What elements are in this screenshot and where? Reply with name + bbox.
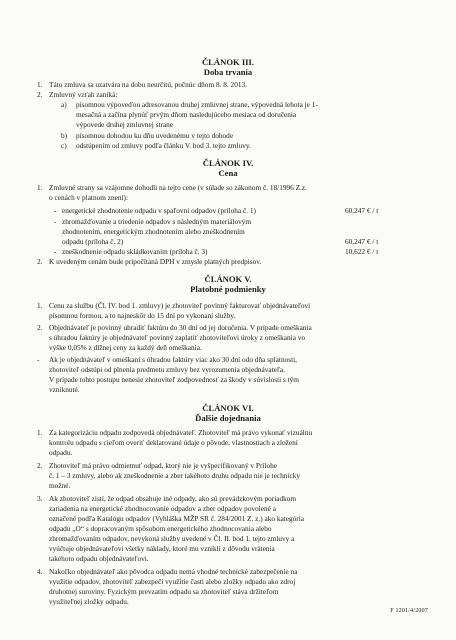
form-code: F 1201/4/2007 <box>390 608 428 614</box>
price-item-label: energetické zhodnotenie odpadu v spaľovni odpadov (príloha č. 1) <box>62 206 256 215</box>
paragraph-line: Nakoľko objednávateľ ako pôvodca odpadu nemá vhodné technické zabezpečenie na <box>49 567 298 576</box>
paragraph-line: V prípade tohto postupu nenesie zhotoviteľ zodpovednosť za škody v súvislosti s tým <box>49 375 299 384</box>
article-5-heading: ČLÁNOK V. <box>204 274 252 284</box>
bullet-dash: - <box>54 217 57 226</box>
paragraph-line: mesačná a začína plynúť prvým dňom nasledujúceho mesiaca od doručenia <box>76 110 297 119</box>
paragraph-line: Objednávateľ je povinný uhradiť faktúru do 30 dní od jej doručenia. V prípade omeškania <box>49 323 312 332</box>
paragraph-line: písomnou formou, a to najneskôr do 15 dní po vykonaní služby. <box>49 311 236 320</box>
paragraph-line: označené podľa Katalógu odpadov (Vyhláška MŽP SR č. 284/2001 Z. z.) ako kategória <box>49 514 304 523</box>
article-5-title: Platobné podmienky <box>190 284 266 294</box>
article-4-title: Cena <box>218 168 238 178</box>
paragraph-line: využiteľnej zložky odpadu. <box>49 597 129 606</box>
paragraph: K uvedeným cenám bude pripočítaná DPH v zmysle platných predpisov. <box>49 257 262 266</box>
item-number: 2. <box>37 257 43 266</box>
paragraph-line: odpadu „O“ s dopracovaným spôsobom energetického zhodnocovania alebo <box>49 524 272 533</box>
paragraph-line: Ak zhotoviteľ zistí, že odpad obsahuje iné odpady, ako sú prevádzkovým poriadkom <box>49 494 297 503</box>
article-3-title: Doba trvania <box>203 67 253 77</box>
paragraph-line: Za kategorizáciu odpadu zodpovedá objednávateľ. Zhotoviteľ má právo vykonať vizuálnu <box>49 428 313 437</box>
sub-item-letter: a) <box>61 100 67 109</box>
item-number: 1. <box>37 183 43 192</box>
article-3-heading: ČLÁNOK III. <box>201 57 255 67</box>
price-item-label: zneškodnenie odpadu skládkovaním (príloha č. 3) <box>62 247 208 256</box>
paragraph-line: takéhoto odpadu objednávateľovi. <box>49 554 149 563</box>
item-number: 2. <box>37 461 43 470</box>
paragraph-line: Zmluvné strany sa vzájomne dohodli na tejto cene (v súlade so zákonom č. 18/1996 Z.z. <box>49 183 307 192</box>
paragraph-line: o cenách v platnom znení): <box>49 193 129 202</box>
article-6-heading: ČLÁNOK VI. <box>202 403 254 413</box>
paragraph-line: zhotoviteľ odstúpi od plnenia predmetu zmluvy bez vyrozumenia objednávateľa. <box>49 365 285 374</box>
paragraph-line: kontrolu odpadu s cieľom overiť deklarované údaje o pôvode, vlastnostiach a zložení <box>49 438 298 447</box>
item-number: 2. <box>37 323 43 332</box>
article-4-heading: ČLÁNOK IV. <box>202 158 254 168</box>
price-value: 60,247 € / t <box>345 237 379 246</box>
paragraph: Zmluvný vzťah zaniká: <box>49 90 118 99</box>
item-number: 1. <box>37 80 43 89</box>
paragraph-line: druhotnej suroviny. Fyzickým prevzatím odpadu sa zhotoviteľ stáva držiteľom <box>49 587 279 596</box>
bullet-dash: - <box>37 355 40 364</box>
price-value: 10,622 € / t <box>345 247 379 256</box>
sub-item-letter: b) <box>61 131 68 140</box>
price-item-label: zhodnotením, energetickým zhodnotením alebo zneškodnením <box>62 227 245 236</box>
item-number: 2. <box>37 90 43 99</box>
item-number: 4. <box>37 567 43 576</box>
bullet-dash: - <box>54 247 57 256</box>
paragraph-line: Cenu za službu (Čl. IV. bod 1. zmluvy) je zhotoviteľ povinný fakturovať objednávateľovi <box>49 301 311 310</box>
paragraph-line: výške 0,05% z dlžnej ceny za každý deň omeškania. <box>49 343 202 352</box>
paragraph-line: možné. <box>49 481 71 490</box>
price-item-label: odpadu (príloha č. 2) <box>62 237 124 246</box>
paragraph-line: písomnou dohodou ku dňu uvedenému v tejto dohode <box>76 131 234 140</box>
item-number: 1. <box>37 428 43 437</box>
paragraph-line: s úhradou faktúry je objednávateľ povinný zaplatiť zhotoviteľovi úroky z omeškania vo <box>49 333 306 342</box>
paragraph-line: zhromažďovaním odpadov, nevykoná služby uvedené v Čl. II. bod 1. tejto zmluvy a <box>49 534 295 543</box>
item-number: 3. <box>37 494 43 503</box>
paragraph-line: vyúčtuje objednávateľovi všetky náklady, ktoré mu vznikli z dôvodu vrátenia <box>49 544 275 553</box>
sub-item-letter: c) <box>61 141 67 150</box>
bullet-dash: - <box>54 206 57 215</box>
price-value: 60,247 € / t <box>345 206 379 215</box>
paragraph-line: Zhotoviteľ má právo odmietnuť odpad, ktorý nie je vyšpecifikovaný v Prílohe <box>49 461 277 470</box>
paragraph-line: písomnou výpoveďou adresovanou druhej zmluvnej strane, výpovedná lehota je 1- <box>76 100 318 109</box>
paragraph-line: odpadu. <box>49 448 73 457</box>
paragraph-line: č. 1 – 3 zmluvy, alebo ak zneškodnenie a zber takéhoto druhu odpadu nie je technicky <box>49 471 300 480</box>
paragraph-line: využitie odpadov, zhotoviteľ zabezpečí využitie časti alebo zložky odpadu ako zdroj <box>49 577 296 586</box>
paragraph-line: vzniknuté. <box>49 385 80 394</box>
paragraph-line: výpovede druhej zmluvnej strane <box>76 120 174 129</box>
paragraph-line: odstúpením od zmluvy podľa článku V. bod 3. tejto zmluvy. <box>76 141 251 150</box>
item-number: 1. <box>37 301 43 310</box>
paragraph-line: Ak je objednávateľ v omeškaní s úhradou faktúry viac ako 30 dní odo dňa splatnosti, <box>49 355 297 364</box>
article-6-title: Ďalšie dojednania <box>195 413 261 423</box>
paragraph: Táto zmluva sa uzatvára na dobu neurčitú, počnúc dňom 8. 8. 2013. <box>49 80 247 89</box>
price-item-label: zhromažďovanie a triedenie odpadov s následným materiálovým <box>62 217 252 226</box>
paragraph-line: zariadenia na energetické zhodnocovanie odpadov a zber odpadov povolené a <box>49 504 276 513</box>
